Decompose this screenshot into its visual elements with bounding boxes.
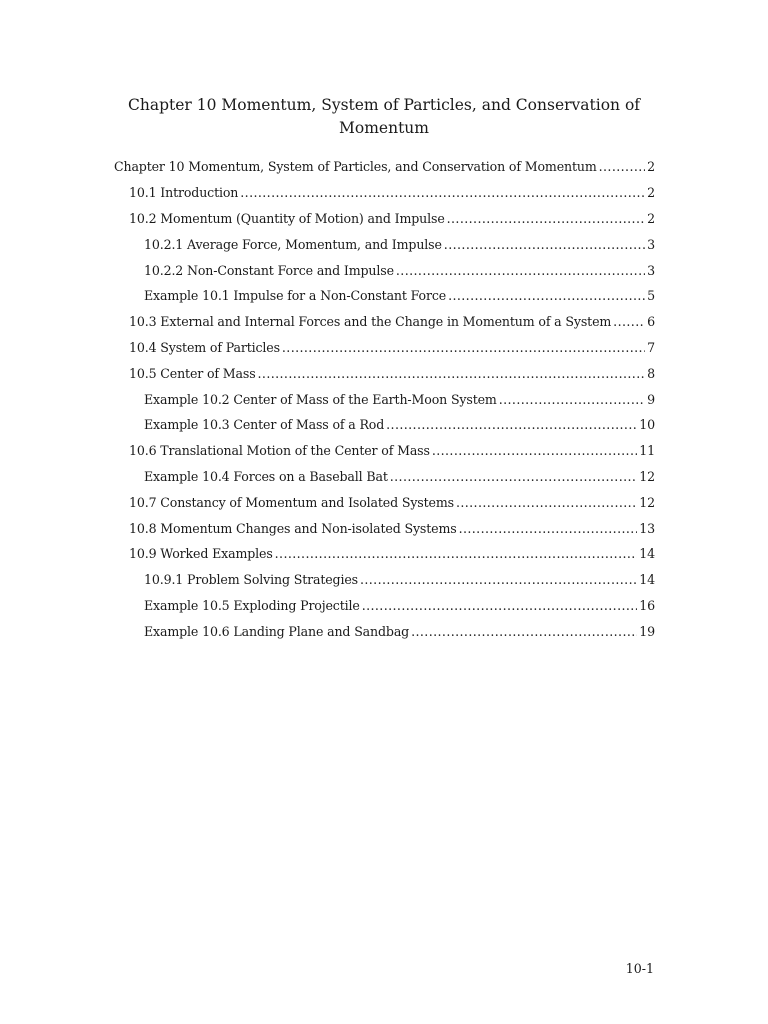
toc-dot-leader: [444, 237, 645, 252]
toc-entry-10[interactable]: [0, 386, 655, 412]
toc-entry-page: 2: [647, 185, 655, 201]
toc-entry-15[interactable]: [0, 515, 655, 541]
toc-entry-page: 10: [639, 417, 655, 433]
toc-entry-title: 10.2.2 Non-Constant Force and Impulse: [144, 262, 394, 278]
toc-link[interactable]: [144, 237, 655, 252]
toc-entry-page: 8: [647, 365, 655, 381]
toc-dot-leader: [613, 314, 645, 329]
toc-link[interactable]: [129, 185, 655, 200]
toc-entry-page: 14: [639, 572, 655, 588]
toc-entry-title: Example 10.3 Center of Mass of a Rod: [144, 417, 385, 433]
toc-entry-16[interactable]: [0, 541, 655, 567]
toc-entry-title: Example 10.5 Exploding Projectile: [144, 597, 360, 613]
toc-dot-leader: [499, 392, 645, 407]
toc-entry-title: Example 10.6 Landing Plane and Sandbag: [144, 623, 410, 639]
toc-entry-title: Example 10.2 Center of Mass of the Earth-Moon System: [144, 391, 497, 407]
toc-entry-9[interactable]: [0, 360, 655, 386]
toc-entry-title: 10.7 Constancy of Momentum and Isolated Systems: [129, 494, 454, 510]
toc-link[interactable]: [144, 417, 655, 432]
toc-link[interactable]: [129, 314, 655, 329]
toc-dot-leader: [599, 159, 646, 174]
toc-dot-leader: [448, 288, 645, 303]
toc-link[interactable]: [129, 340, 655, 355]
toc-entry-19[interactable]: [0, 618, 655, 644]
toc-entry-title: Example 10.1 Impulse for a Non-Constant Force: [144, 288, 447, 304]
toc-entry-page: 14: [639, 546, 655, 562]
toc-link[interactable]: [144, 263, 655, 278]
toc-entry-8[interactable]: [0, 335, 655, 361]
toc-entry-11[interactable]: [0, 412, 655, 438]
toc-entry-title: 10.6 Translational Motion of the Center of Mass: [129, 443, 430, 459]
table-of-contents: [0, 154, 768, 644]
toc-link[interactable]: [144, 288, 655, 303]
toc-dot-leader: [411, 624, 637, 639]
toc-dot-leader: [362, 598, 638, 613]
toc-entry-page: 7: [647, 339, 655, 355]
toc-entry-page: 5: [647, 288, 655, 304]
toc-entry-18[interactable]: [0, 593, 655, 619]
toc-entry-6[interactable]: [0, 283, 655, 309]
toc-dot-leader: [282, 340, 645, 355]
toc-entry-title: 10.2 Momentum (Quantity of Motion) and Impulse: [129, 210, 445, 226]
toc-entry-17[interactable]: [0, 567, 655, 593]
toc-entry-13[interactable]: [0, 464, 655, 490]
toc-entry-page: 13: [639, 520, 655, 536]
toc-entry-title: Example 10.4 Forces on a Baseball Bat: [144, 468, 388, 484]
page-title: Chapter 10 Momentum, System of Particles, and Conservation of Momentum: [127, 96, 641, 137]
toc-dot-leader: [275, 546, 638, 561]
toc-dot-leader: [390, 469, 638, 484]
toc-entry-3[interactable]: [0, 206, 655, 232]
toc-entry-page: 12: [639, 494, 655, 510]
toc-link[interactable]: [144, 392, 655, 407]
toc-entry-title: 10.4 System of Particles: [129, 339, 280, 355]
toc-entry-5[interactable]: [0, 257, 655, 283]
toc-entry-page: 6: [647, 314, 655, 330]
toc-link[interactable]: [129, 521, 655, 536]
toc-entry-page: 2: [647, 159, 655, 175]
toc-entry-1[interactable]: [0, 154, 655, 180]
toc-entry-title: 10.9.1 Problem Solving Strategies: [144, 572, 358, 588]
toc-link[interactable]: [129, 211, 655, 226]
toc-link[interactable]: [144, 598, 655, 613]
toc-dot-leader: [447, 211, 646, 226]
toc-entry-page: 12: [639, 468, 655, 484]
toc-entry-title: 10.1 Introduction: [129, 185, 239, 201]
toc-link[interactable]: [144, 572, 655, 587]
toc-entry-14[interactable]: [0, 489, 655, 515]
page-number: 10-1: [625, 961, 654, 976]
toc-entry-title: 10.9 Worked Examples: [129, 546, 273, 562]
toc-dot-leader: [360, 572, 637, 587]
toc-entry-7[interactable]: [0, 309, 655, 335]
toc-entry-page: 3: [647, 262, 655, 278]
toc-entry-4[interactable]: [0, 231, 655, 257]
toc-dot-leader: [240, 185, 645, 200]
toc-entry-2[interactable]: [0, 180, 655, 206]
toc-dot-leader: [258, 366, 646, 381]
toc-link[interactable]: [144, 469, 655, 484]
toc-entry-page: 9: [647, 391, 655, 407]
toc-entry-title: 10.5 Center of Mass: [129, 365, 256, 381]
toc-link[interactable]: [144, 624, 655, 639]
toc-entry-title: 10.8 Momentum Changes and Non-isolated Systems: [129, 520, 457, 536]
toc-dot-leader: [396, 263, 645, 278]
toc-dot-leader: [456, 495, 637, 510]
toc-entry-page: 2: [647, 210, 655, 226]
toc-entry-page: 3: [647, 236, 655, 252]
toc-dot-leader: [386, 417, 637, 432]
toc-dot-leader: [432, 443, 637, 458]
toc-entry-title: Chapter 10 Momentum, System of Particles, and Conservation of Momentum: [114, 159, 597, 175]
toc-entry-12[interactable]: [0, 438, 655, 464]
toc-link[interactable]: [129, 495, 655, 510]
toc-link[interactable]: [129, 443, 655, 458]
toc-entry-title: 10.2.1 Average Force, Momentum, and Impulse: [144, 236, 442, 252]
toc-entry-page: 19: [639, 623, 655, 639]
toc-dot-leader: [459, 521, 638, 536]
toc-entry-title: 10.3 External and Internal Forces and the Change in Momentum of a System: [129, 314, 612, 330]
toc-link[interactable]: [129, 366, 655, 381]
toc-entry-page: 11: [639, 443, 655, 459]
toc-link[interactable]: [129, 546, 655, 561]
toc-entry-page: 16: [639, 597, 655, 613]
toc-link[interactable]: [114, 159, 655, 174]
